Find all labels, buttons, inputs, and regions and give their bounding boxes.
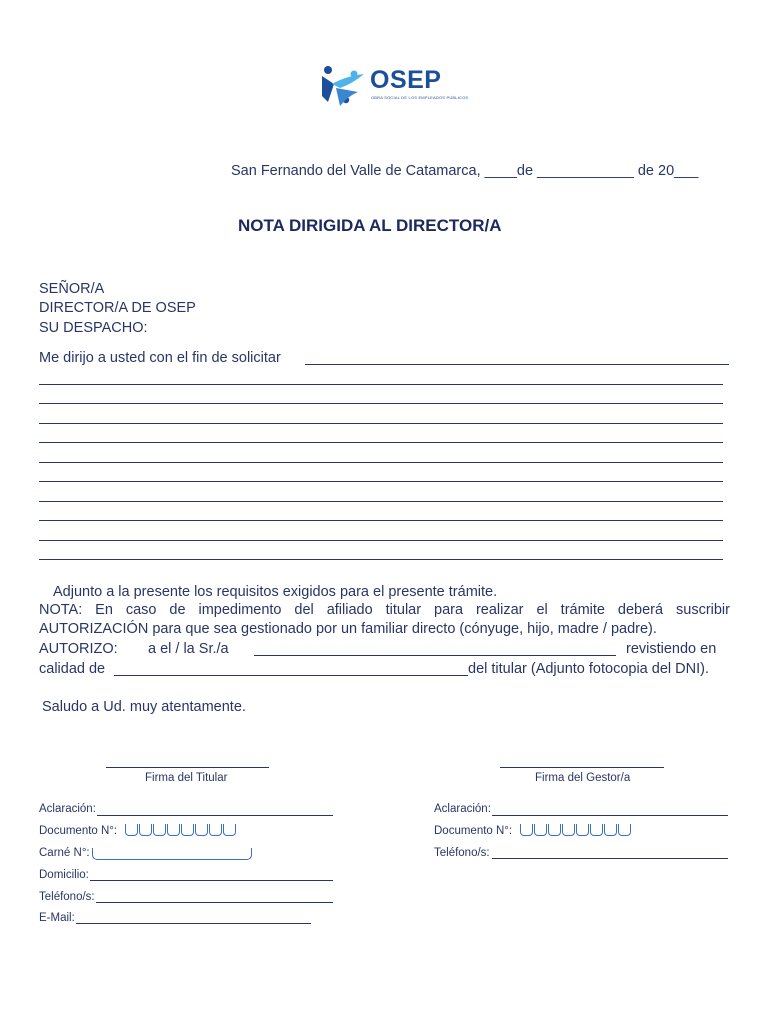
left-domicilio-line[interactable] [90, 880, 333, 881]
request-input-line[interactable] [305, 364, 729, 365]
left-aclaracion-line[interactable] [97, 815, 333, 816]
addressee-line-3: SU DESPACHO: [39, 320, 148, 336]
left-telefono-line[interactable] [96, 902, 333, 903]
page-title: NOTA DIRIGIDA AL DIRECTOR/A [238, 216, 502, 235]
titular-signature-line[interactable] [106, 767, 269, 768]
logo-subtitle: OBRA SOCIAL DE LOS EMPLEADOS PÚBLICOS [371, 95, 469, 100]
doc-digit-box[interactable] [520, 824, 533, 836]
right-telefono-line[interactable] [492, 858, 728, 859]
doc-digit-box[interactable] [223, 824, 236, 836]
request-line-10[interactable] [39, 559, 723, 560]
request-line-8[interactable] [39, 520, 723, 521]
logo-wordmark: OSEP [370, 66, 442, 94]
autorizo-mid: a el / la Sr./a [148, 641, 229, 657]
left-domicilio-label: Domicilio: [39, 869, 89, 881]
doc-digit-box[interactable] [167, 824, 180, 836]
request-line-3[interactable] [39, 423, 723, 424]
request-line-7[interactable] [39, 501, 723, 502]
request-line-5[interactable] [39, 462, 723, 463]
left-documento-label: Documento N°: [39, 825, 118, 837]
nota-text-1: NOTA: En caso de impedimento del afiliado titular para realizar el trámite deberá suscribir [39, 602, 730, 618]
autorizo-name-line[interactable] [254, 655, 616, 656]
doc-digit-box[interactable] [195, 824, 208, 836]
request-line-2[interactable] [39, 403, 723, 404]
attach-text: Adjunto a la presente los requisitos exigidos para el presente trámite. [53, 584, 498, 600]
left-documento-boxes[interactable] [125, 824, 236, 836]
osep-logo [318, 62, 469, 110]
gestor-signature-label: Firma del Gestor/a [535, 772, 631, 784]
right-telefono-label: Teléfono/s: [434, 847, 490, 859]
doc-digit-box[interactable] [576, 824, 589, 836]
addressee-line-2: DIRECTOR/A DE OSEP [39, 300, 196, 316]
addressee-line-1: SEÑOR/A [39, 281, 105, 297]
calidad-line[interactable] [114, 675, 468, 676]
autorizo-label: AUTORIZO: [39, 641, 118, 657]
request-line-1[interactable] [39, 384, 723, 385]
doc-digit-box[interactable] [618, 824, 631, 836]
doc-digit-box[interactable] [181, 824, 194, 836]
calidad-end: del titular (Adjunto fotocopia del DNI). [468, 661, 709, 677]
place-date-line: San Fernando del Valle de Catamarca, ____de ____________ de 20___ [231, 163, 699, 179]
right-aclaracion-label: Aclaración: [434, 803, 491, 815]
left-carne-label: Carné N°: [39, 847, 90, 859]
doc-digit-box[interactable] [604, 824, 617, 836]
left-carne-field[interactable] [92, 848, 252, 860]
osep-emblem-icon [318, 62, 366, 110]
right-documento-boxes[interactable] [520, 824, 631, 836]
request-line-6[interactable] [39, 481, 723, 482]
left-aclaracion-label: Aclaración: [39, 803, 96, 815]
nota-text-2: AUTORIZACIÓN para que sea gestionado por un familiar directo (cónyuge, hijo, madre / padre). [39, 621, 657, 637]
request-line-4[interactable] [39, 442, 723, 443]
closing-text: Saludo a Ud. muy atentamente. [42, 699, 246, 715]
doc-digit-box[interactable] [139, 824, 152, 836]
right-documento-label: Documento N°: [434, 825, 513, 837]
autorizo-end: revistiendo en [626, 641, 717, 657]
gestor-signature-line[interactable] [500, 767, 664, 768]
calidad-label: calidad de [39, 661, 106, 677]
doc-digit-box[interactable] [209, 824, 222, 836]
doc-digit-box[interactable] [590, 824, 603, 836]
right-aclaracion-line[interactable] [492, 815, 728, 816]
doc-digit-box[interactable] [562, 824, 575, 836]
left-telefono-label: Teléfono/s: [39, 891, 95, 903]
request-line-9[interactable] [39, 540, 723, 541]
request-lead: Me dirijo a usted con el fin de solicitar [39, 350, 281, 366]
left-email-label: E-Mail: [39, 912, 75, 924]
doc-digit-box[interactable] [534, 824, 547, 836]
left-email-line[interactable] [76, 923, 311, 924]
doc-digit-box[interactable] [548, 824, 561, 836]
doc-digit-box[interactable] [153, 824, 166, 836]
doc-digit-box[interactable] [125, 824, 138, 836]
titular-signature-label: Firma del Titular [145, 772, 228, 784]
